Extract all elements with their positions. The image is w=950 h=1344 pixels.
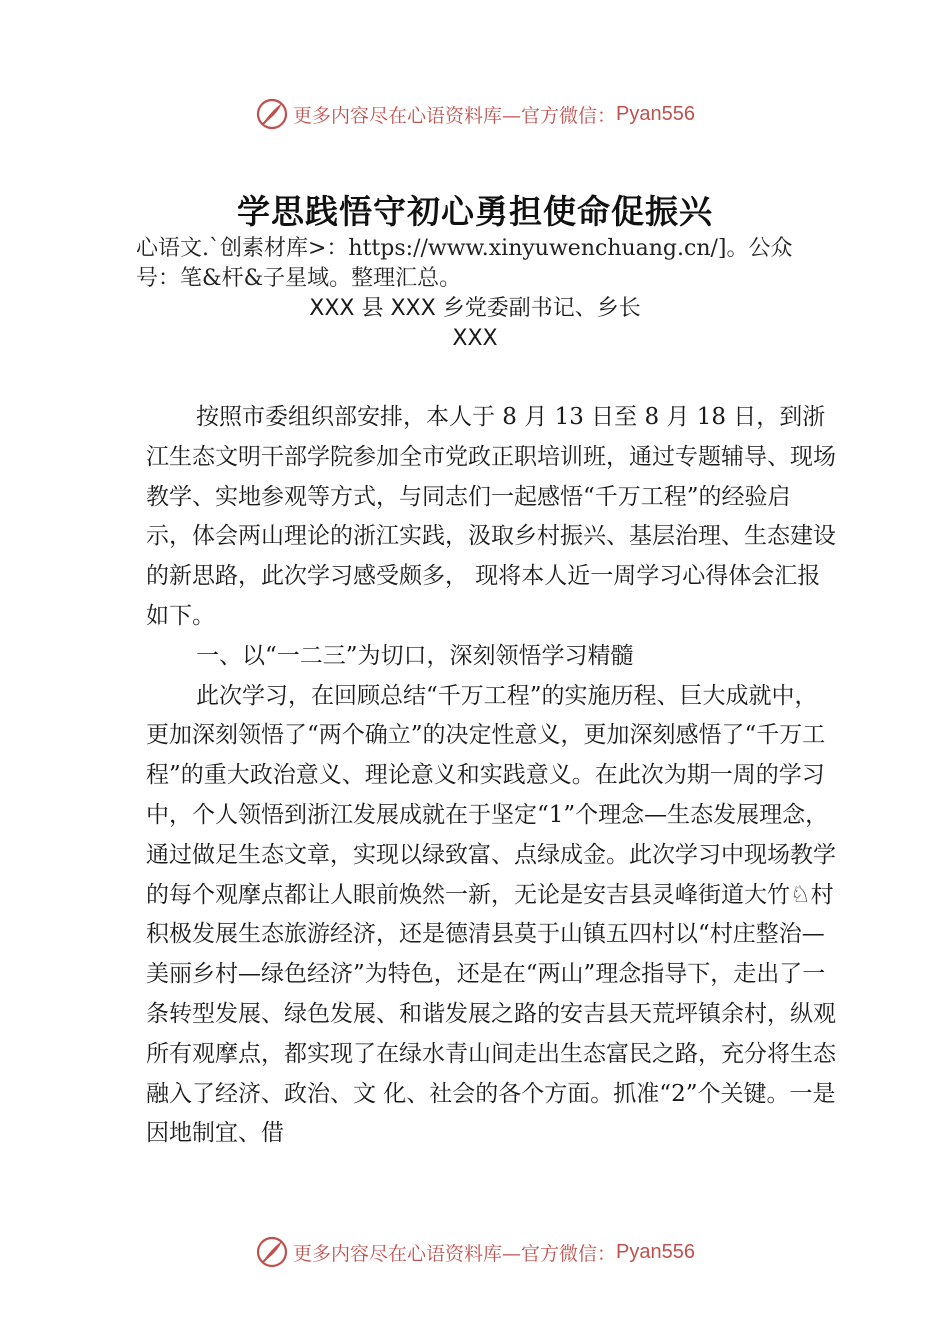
document-title: 学思践悟守初心勇担使命促振兴 bbox=[237, 192, 713, 231]
section-heading-1: 一、以“一二三”为切口，深刻领悟学习精髓 bbox=[196, 642, 634, 669]
header-watermark-banner bbox=[0, 94, 950, 134]
document-body bbox=[146, 398, 836, 1154]
body-paragraph-section-1: 此次学习，在回顾总结“千万工程”的实施历程、巨大成就中，更加深刻领悟了“两个确立”的决定性意义，更加深刻感悟了“千万工程”的重大政治意义、理论意义和实践意义。在此次为期一周的学习中，个人领悟到浙江发展成就在于坚定“1”个理念—生态发展理念，通过做足生态文章，实现以绿致富、点绿成金。此次学习中现场教学的每个观摩点都让人眼前焕然一新，无论是安吉县灵峰街道大竹♘村积极发展生态旅游经济，还是德清县莫于山镇五四村以“村庄整治—美丽乡村—绿色经济”为特色，还是在“两山”理念指导下，走出了一条转型发展、绿色发展、和谐发展之路的安吉县天荒坪镇余村，纵观所有观摩点，都实现了在绿水青山间走出生态富民之路，充分将生态融入了经济、政治、文 化、社会的各个方面。抓准“2”个关键。一是因地制宜、借 bbox=[146, 682, 836, 1147]
banner-text: 更多内容尽在心语资料库—官方微信： bbox=[293, 1242, 617, 1265]
source-note: 心语文.`创素材库>：https://www.xinyuwenchuang.cn/]。公众号：笔&杆&子星域。整理汇总。 bbox=[136, 236, 793, 291]
feather-pen-logo-icon bbox=[255, 1235, 289, 1269]
banner-wechat-id: Pyan556 bbox=[616, 1240, 695, 1263]
feather-pen-logo-icon bbox=[255, 97, 289, 131]
author-position: XXX 县 XXX 乡党委副书记、乡长 bbox=[309, 296, 641, 321]
author-name: XXX bbox=[452, 326, 498, 351]
banner-text: 更多内容尽在心语资料库—官方微信： bbox=[293, 104, 617, 127]
banner-wechat-id: Pyan556 bbox=[616, 102, 695, 125]
footer-watermark-banner bbox=[0, 1232, 950, 1272]
author-block bbox=[0, 294, 950, 354]
body-paragraph-intro: 按照市委组织部安排，本人于 8 月 13 日至 8 月 18 日，到浙江生态文明干部学院参加全市党政正职培训班，通过专题辅导、现场教学、实地参观等方式，与同志们一起感悟“千万工程”的经验启示，体会两山理论的浙江实践，汲取乡村振兴、基层治理、生态建设的新思路，此次学习感受颇多， 现将本人近一周学习心得体会汇报如下。 bbox=[146, 404, 836, 629]
